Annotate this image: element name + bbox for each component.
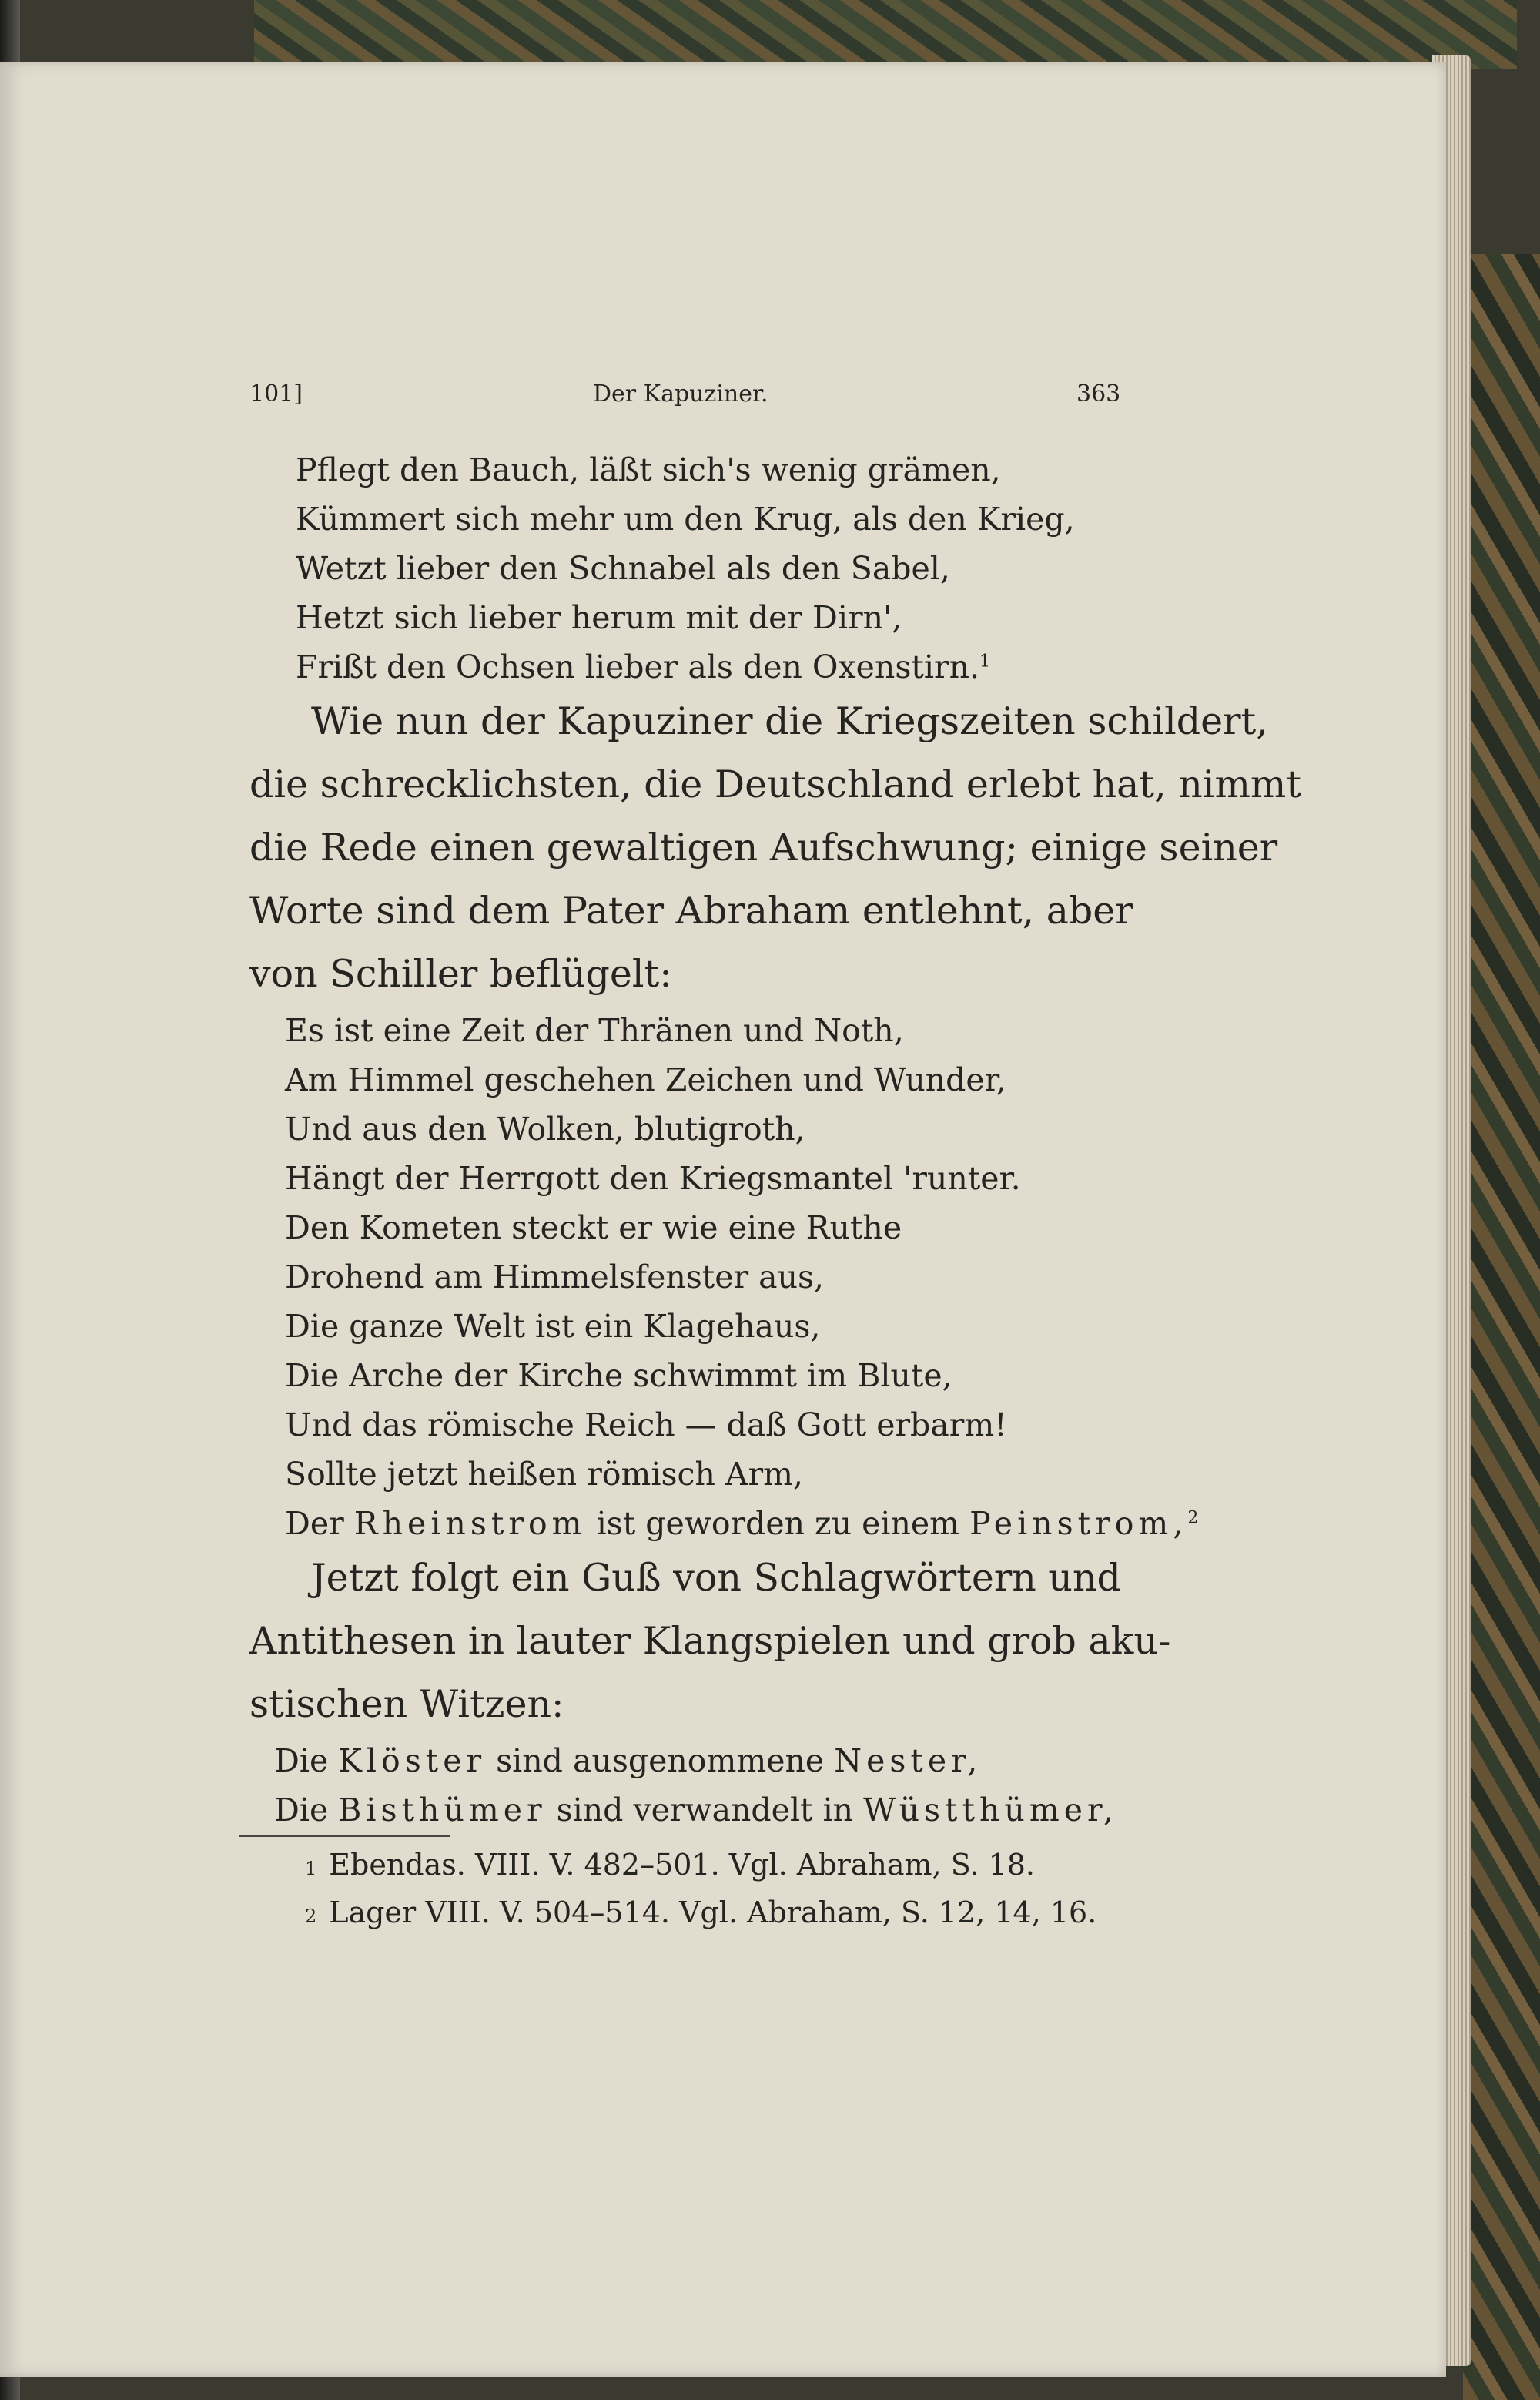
footnote [305, 1889, 1096, 1940]
prose-line: Worte sind dem Pater Abraham entlehnt, aber [249, 889, 1133, 933]
verse-part: Die [274, 1742, 339, 1779]
verse-line-text: Frißt den Ochsen lieber als den Oxenstirn. [296, 649, 980, 685]
verse-line: Die ganze Welt ist ein Klagehaus, [285, 1308, 821, 1345]
verse-line: Hängt der Herrgott den Kriegsmantel 'runter. [285, 1160, 1021, 1197]
verse-line: Wetzt lieber den Schnabel als den Sabel, [296, 550, 950, 587]
verse-line: Hetzt sich lieber herum mit der Dirn', [296, 599, 902, 636]
verse-line: Am Himmel geschehen Zeichen und Wunder, [285, 1061, 1006, 1098]
prose-line: Antithesen in lauter Klangspielen und grob aku- [249, 1619, 1171, 1663]
verse-line: Und das römische Reich — daß Gott erbarm! [285, 1406, 1007, 1443]
verse-part: Der [285, 1505, 354, 1542]
prose-line: Wie nun der Kapuziner die Kriegszeiten schildert, [311, 699, 1268, 743]
verse-part: sind ausgenommene [486, 1742, 835, 1779]
prose-line: die Rede einen gewaltigen Aufschwung; einige seiner [249, 826, 1278, 870]
footnote-rule [239, 1835, 450, 1837]
verse-line: Drohend am Himmelsfenster aus, [285, 1259, 825, 1296]
prose-line: die schrecklichsten, die Deutschland erlebt hat, nimmt [249, 763, 1302, 806]
footnote-text: Lager VIII. V. 504–514. Vgl. Abraham, S. 12, 14, 16. [329, 1896, 1097, 1929]
verse-line [296, 642, 990, 692]
verse-line: Und aus den Wolken, blutigroth, [285, 1111, 805, 1148]
verse-emphasis: Nester, [834, 1742, 983, 1779]
verse-emphasis: Peinstrom, [969, 1505, 1188, 1542]
prose-line: stischen Witzen: [249, 1682, 564, 1726]
page-number: 363 [1076, 380, 1121, 407]
verse-line [274, 1785, 1118, 1835]
verse-line: Pflegt den Bauch, läßt sich's wenig grämen, [296, 451, 1001, 488]
verse-line [274, 1736, 982, 1785]
footnote-ref: 1 [979, 652, 991, 672]
header-chapter-number: 101] [249, 380, 303, 407]
verse-part: sind verwandelt in [546, 1792, 864, 1828]
footnote-text: Ebendas. VIII. V. 482–501. Vgl. Abraham, S. 18. [329, 1848, 1036, 1882]
verse-part: ist geworden zu einem [586, 1505, 970, 1542]
verse-line [285, 1499, 1198, 1548]
verse-emphasis: Bisthümer [338, 1792, 547, 1828]
verse-line: Sollte jetzt heißen römisch Arm, [285, 1456, 804, 1493]
prose-line: Jetzt folgt ein Guß von Schlagwörtern und [311, 1556, 1121, 1600]
footnote [305, 1841, 1035, 1892]
marbled-cover-top [254, 0, 1517, 69]
footnote-number: 2 [305, 1906, 317, 1927]
verse-emphasis: Rheinstrom [353, 1505, 587, 1542]
verse-line: Kümmert sich mehr um den Krug, als den Krieg, [296, 501, 1075, 538]
verse-line: Es ist eine Zeit der Thränen und Noth, [285, 1012, 904, 1049]
verse-emphasis: Wüstthümer, [863, 1792, 1119, 1828]
header-title: Der Kapuziner. [593, 380, 768, 407]
footnote-number: 1 [305, 1858, 317, 1879]
footnote-ref: 2 [1187, 1508, 1199, 1528]
marbled-cover-right [1463, 254, 1540, 2400]
verse-line: Den Kometen steckt er wie eine Ruthe [285, 1209, 902, 1246]
prose-line: von Schiller beflügelt: [249, 952, 672, 996]
verse-part: Die [274, 1792, 339, 1828]
verse-line: Die Arche der Kirche schwimmt im Blute, [285, 1357, 952, 1394]
verse-emphasis: Klöster [338, 1742, 487, 1779]
